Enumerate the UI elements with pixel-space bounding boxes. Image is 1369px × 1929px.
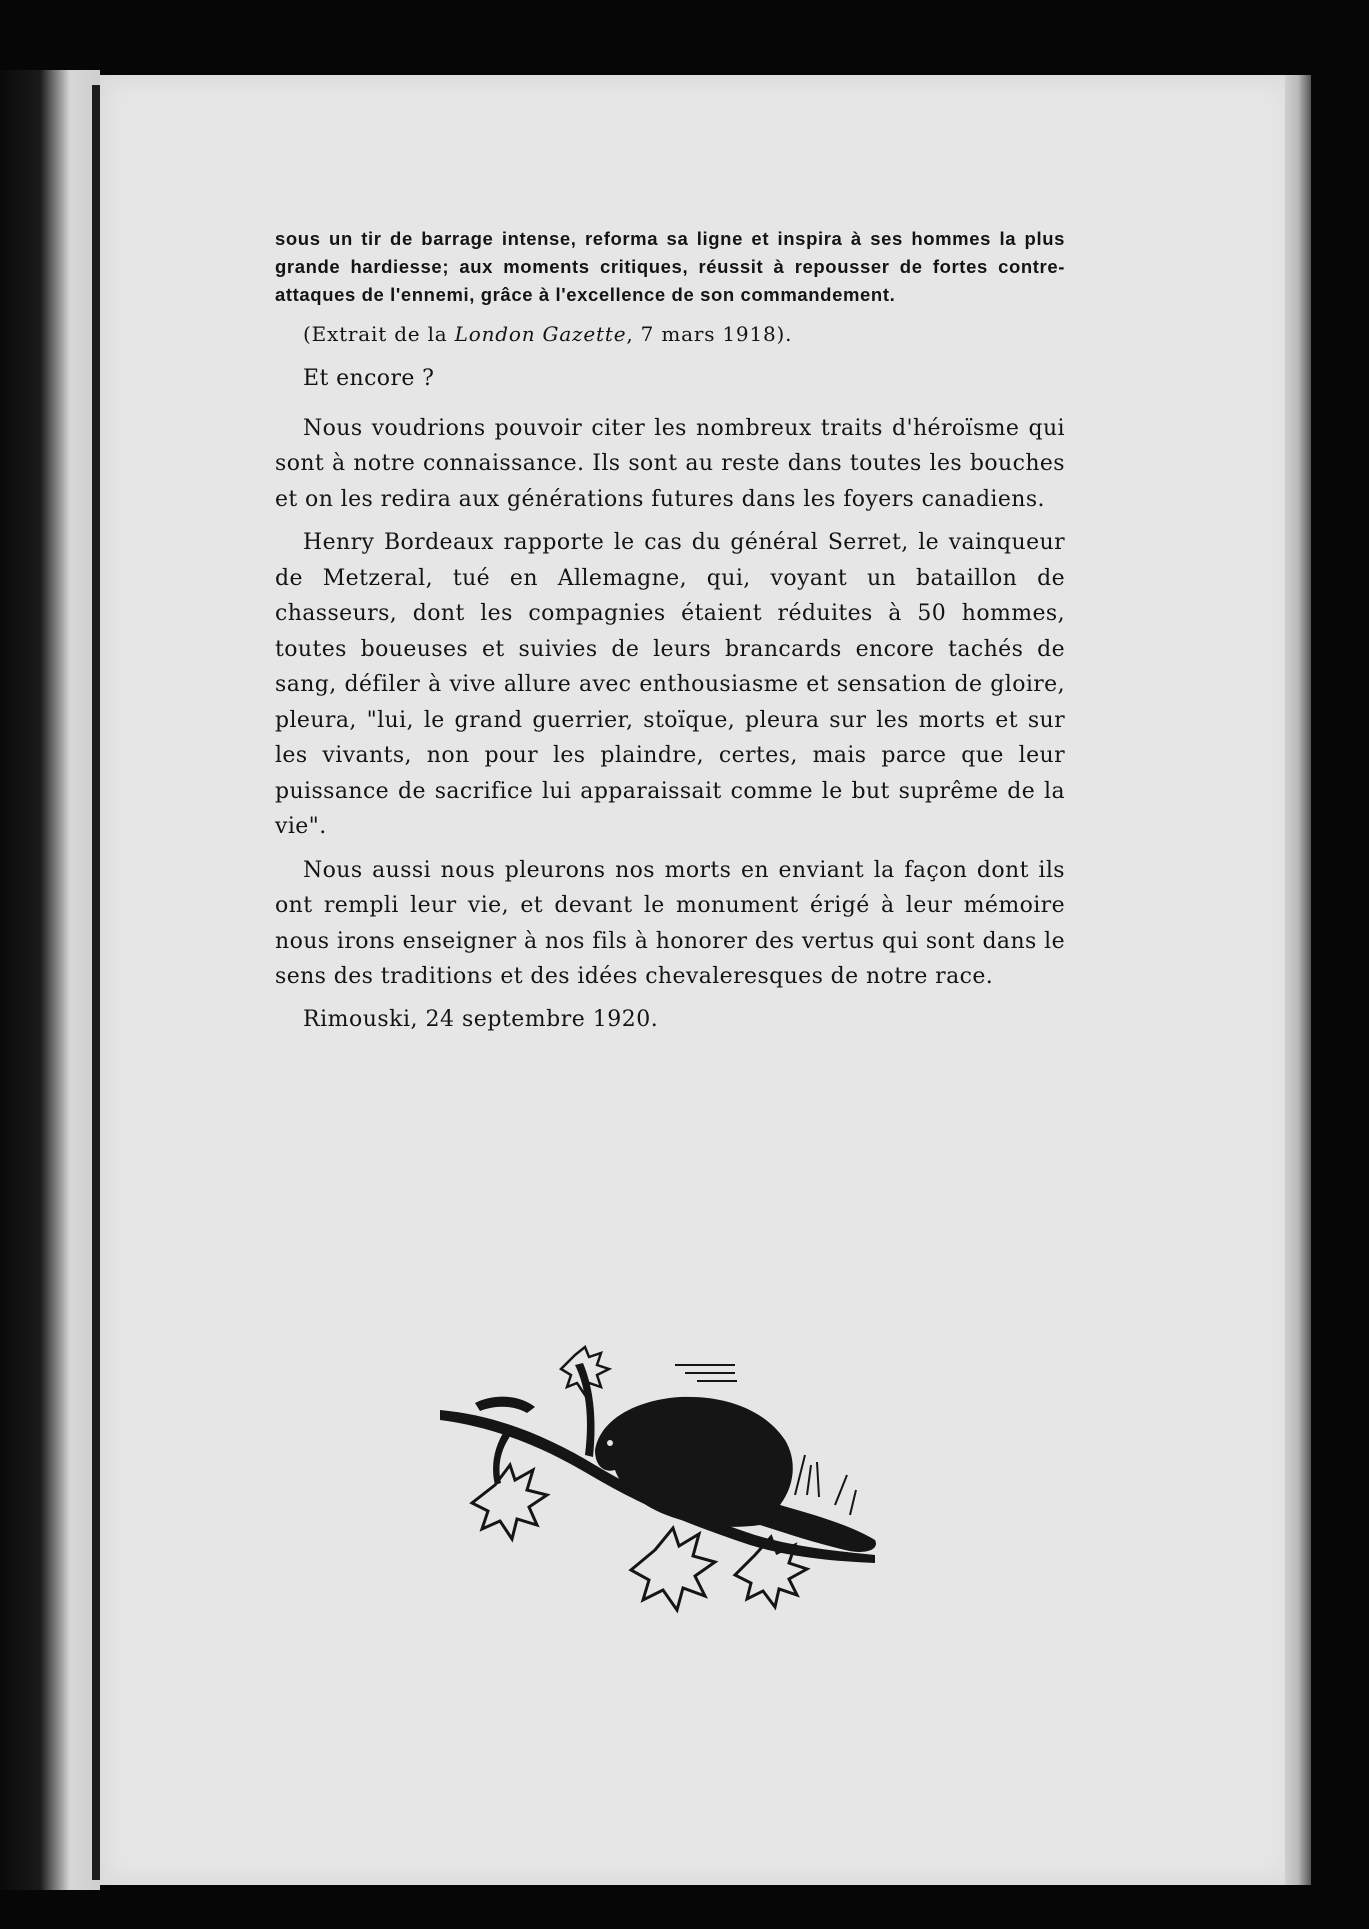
right-page-edge xyxy=(1285,75,1311,1885)
paragraph-monument: Nous aussi nous pleurons nos morts en enviant la façon dont ils ont rempli leur vie, et devant le monument érigé à leur mémoire nous irons enseigner à nos fils à honorer des vertus qui sont dans le sens des traditions et des idées chevaleresques de notre race. xyxy=(275,857,1065,989)
paragraph-heroism: Nous voudrions pouvoir citer les nombreux traits d'héroïsme qui sont à notre connaissance. Ils sont au reste dans toutes les bouches et on les redira aux générations futures dans les foyers canadiens. xyxy=(275,415,1065,512)
question-line: Et encore ? xyxy=(303,366,435,391)
page-text xyxy=(275,225,1065,1037)
paragraph-serret: Henry Bordeaux rapporte le cas du général Serret, le vainqueur de Metzeral, tué en Allemagne, qui, voyant un bataillon de chasseurs, dont les compagnies étaient réduites à 50 hommes, toutes boueuses et suivies de leurs brancards encore tachés de sang, défiler à vive allure avec enthousiasme et sensation de gloire, pleura, "lui, le grand guerrier, stoïque, pleura sur les morts et sur les vivants, non pour les plaindre, certes, mais parce que leur puissance de sacrifice lui apparaissait comme le but suprême de la vie". xyxy=(275,530,1065,839)
source-suffix: , 7 mars 1918). xyxy=(626,322,793,346)
source-publication: London Gazette xyxy=(454,322,627,346)
left-page-edge xyxy=(0,70,100,1890)
book-gutter xyxy=(92,85,100,1880)
source-prefix: (Extrait de la xyxy=(303,322,455,346)
beaver-vignette-icon xyxy=(435,1345,915,1620)
source-citation xyxy=(275,319,1065,349)
dateline: Rimouski, 24 septembre 1920. xyxy=(303,1006,659,1032)
lead-paragraph: sous un tir de barrage intense, reforma sa ligne et inspira à ses hommes la plus grande hardiesse; aux moments critiques, réussit à repousser de fortes contre-attaques de l'ennemi, grâce à l'excellence de son commandement. xyxy=(275,228,1065,305)
